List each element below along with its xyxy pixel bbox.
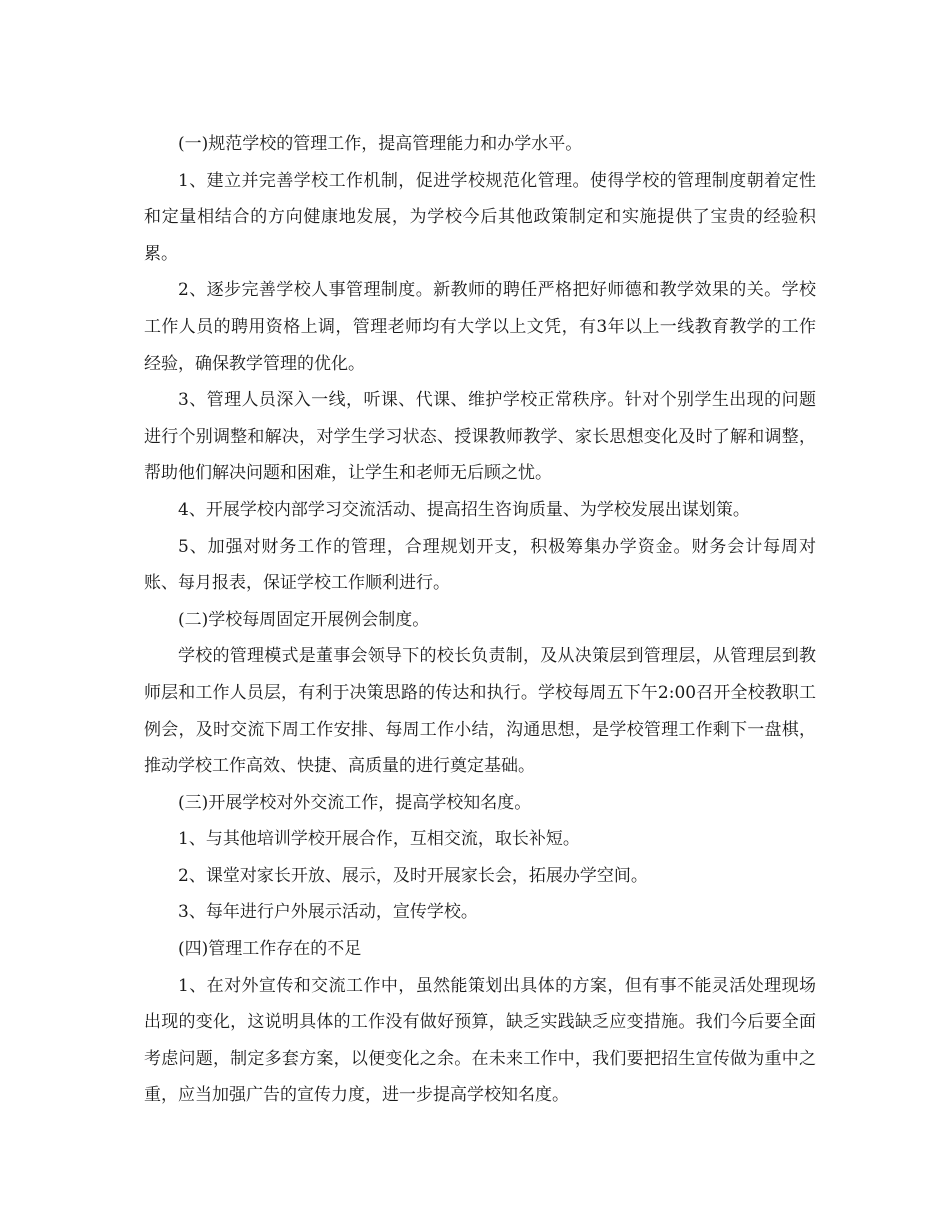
paragraph-management-model: 学校的管理模式是董事会领导下的校长负责制，及从决策层到管理层，从管理层到教师层和工作人员层，有利于决策思路的传达和执行。学校每周五下午2:00召开全校教职工例会，及时交流下周工作安排、每周工作小结，沟通思想，是学校管理工作剩下一盘棋，推动学校工作高效、快捷、高质量的进行奠定基础。: [144, 646, 816, 777]
section-heading-1: (一)规范学校的管理工作，提高管理能力和办学水平。: [178, 134, 583, 154]
paragraph-cooperation: 1、与其他培训学校开展合作，互相交流，取长补短。: [178, 829, 580, 850]
paragraph-front-line-management: 3、管理人员深入一线，听课、代课、维护学校正常秩序。针对个别学生出现的问题进行个别调整和解决，对学生学习状态、授课教师教学、家长思想变化及时了解和调整，帮助他们解决问题和困难，让学生和老师无后顾之忧。: [144, 390, 816, 484]
paragraph-open-classroom: 2、课堂对家长开放、展示，及时开展家长会，拓展办学空间。: [178, 865, 648, 886]
paragraph-outdoor-show: 3、每年进行户外展示活动，宣传学校。: [178, 902, 478, 923]
paragraph-personnel-system: 2、逐步完善学校人事管理制度。新教师的聘任严格把好师德和教学效果的关。学校工作人员的聘用资格上调，管理老师均有大学以上文凭，有3年以上一线教育教学的工作经验，确保教学管理的优化。: [144, 280, 816, 374]
document-body: [144, 126, 816, 1114]
section-heading-2: (二)学校每周固定开展例会制度。: [178, 609, 430, 630]
paragraph-shortcomings: 1、在对外宣传和交流工作中，虽然能策划出具体的方案，但有事不能灵活处理现场出现的变化，这说明具体的工作没有做好预算，缺乏实践缺乏应变措施。我们今后要全面考虑问题，制定多套方案，以便变化之余。在未来工作中，我们要把招生宣传做为重中之重，应当加强广告的宣传力度，进一步提高学校知名度。: [144, 975, 816, 1106]
paragraph-work-mechanism: 1、建立并完善学校工作机制，促进学校规范化管理。使得学校的管理制度朝着定性和定量相结合的方向健康地发展，为学校今后其他政策制定和实施提供了宝贵的经验积累。: [144, 170, 816, 264]
paragraph-finance-management: 5、加强对财务工作的管理，合理规划开支，积极筹集办学资金。财务会计每周对账、每月报表，保证学校工作顺利进行。: [144, 536, 816, 594]
section-heading-4: (四)管理工作存在的不足: [178, 939, 362, 960]
section-heading-3: (三)开展学校对外交流工作，提高学校知名度。: [178, 792, 532, 813]
paragraph-internal-exchange: 4、开展学校内部学习交流活动、提高招生咨询质量、为学校发展出谋划策。: [178, 499, 750, 520]
